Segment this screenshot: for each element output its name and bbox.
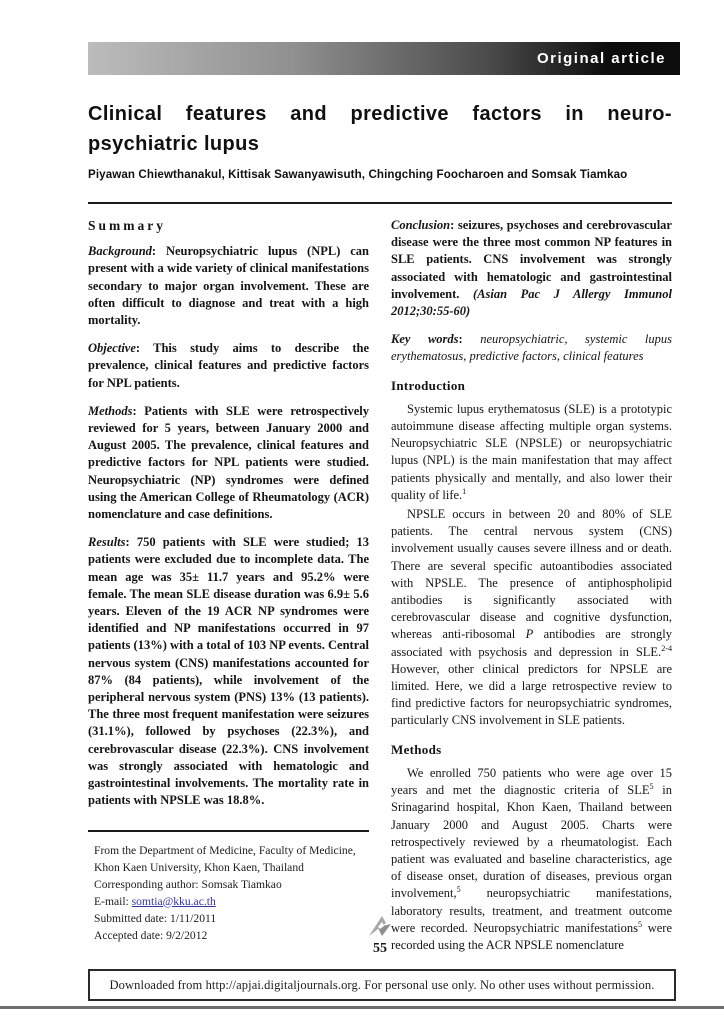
article-title	[88, 99, 672, 159]
affiliation-text: From the Department of Medicine, Faculty of Medicine, Khon Kaen University, Khon Kaen, Thailand	[94, 843, 356, 874]
right-column	[391, 217, 672, 965]
summary-methods-paragraph: Methods: Patients with SLE were retrospectively reviewed for 5 years, between January 2000 and August 2005. The prevalence, clinical features and predictive factors for NPL patients were studied. Neuropsychiatric (NP) syndromes were defined using the American College of Rheumatology (ACR) nomenclature and case definitions.	[88, 403, 369, 522]
introduction-paragraph-2: NPSLE occurs in between 20 and 80% of SLE patients. The central nervous system (CNS) involvement usually causes severe illness and or death. There are several specific autoantibodies associated with NPSLE. The presence of antiphospholipid antibodies is significantly associated with cerebrovascular disease and cognitive dysfunction, whereas anti-ribosomal P antibodies are strongly associated with psychosis and depression in SLE.$^{2-4}$ However, other clinical predictors for NPSLE are limited. Here, we did a large retrospective review to find predictive factors for neuropsychiatric syndromes, particularly CNS involvement in SLE patients.	[391, 507, 672, 728]
left-column	[88, 217, 369, 965]
summary-results-paragraph: Results: 750 patients with SLE were studied; 13 patients were excluded due to incomplete data. The mean age was 35± 11.7 years and 95.2% were female. The mean SLE disease duration was 6.9± 5.6 years. Eleven of the 19 ACR NP syndromes were identified and NP manifestations occurred in 97 patients (13%) with a total of 103 NP events. Central nervous system (CNS) manifestations accounted for 87% (84 patients), while involvement of the peripheral nervous system (PNS) 13% (13 patients). The three most frequent manifestation were seizures (31.1%), followed by psychoses (22.3%), and cerebrovascular disease (22.3%). CNS involvement was strongly associated with hematologic and gastrointestinal involvements. The mortality rate in patients with NPSLE was 18.8%.	[88, 535, 369, 808]
keywords-paragraph: Key words: neuropsychiatric, systemic lupus erythematosus, predictive factors, clinical features	[391, 332, 672, 364]
page-number: 55	[373, 941, 387, 956]
header-gradient-bar	[88, 42, 680, 75]
methods-paragraph-1: We enrolled 750 patients who were age over 15 years and met the diagnostic criteria of SLE$^5$ in Srinagarind hospital, Khon Kaen, Thailand between January 2000 and August 2005. Charts were retrospectively reviewed by a rheumatologist. Each patient was evaluated and baseline characteristics, age of disease onset, duration of diseases, previous organ involvement,$^5$ neuropsychiatric manifestations, laboratory results, treatment, and treatment outcome were recorded. Neuropsychiatric manifestations$^5$ were recorded using the ACR NPSLE nomenclature	[391, 765, 672, 952]
summary-background-paragraph: Background: Neuropsychiatric lupus (NPL) can present with a wide variety of clinical manifestations secondary to major organ involvement. These are often difficult to diagnose and treat with a high mortality.	[88, 244, 369, 328]
introduction-paragraph-1: Systemic lupus erythematosus (SLE) is a prototypic autoimmune disease affecting multiple organ systems. Neuropsychiatric SLE (NPSLE) or neuropsychiatric lupus (NPL) is the main manifestation that may affect patients physically and mentally, and also lower their quality of life.$^1$	[391, 401, 672, 502]
author-list: Piyawan Chiewthanakul, Kittisak Sawanyawisuth, Chingching Foocharoen and Somsak Tiamkao	[88, 168, 628, 181]
header-divider-rule	[88, 202, 672, 204]
article-title-line1: Clinical features and predictive factors in neuro-	[88, 103, 672, 125]
summary-objective-paragraph: Objective: This study aims to describe the prevalence, clinical features and predictive factors for NPL patients.	[88, 341, 369, 390]
page-bottom-edge	[0, 1006, 724, 1009]
article-title-line2: psychiatric lupus	[88, 133, 260, 155]
email-label: E-mail:	[94, 894, 132, 908]
conclusion-paragraph: Conclusion: seizures, psychoses and cerebrovascular disease were the three most common NP features in SLE patients. CNS involvement was strongly associated with hematologic and gastrointestinal involvement. (Asian Pac J Allergy Immunol 2012;30:55-60)	[391, 218, 672, 319]
submitted-date-text: Submitted date: 1/11/2011	[94, 911, 217, 925]
methods-heading: Methods	[391, 741, 442, 757]
corresponding-author-text: Corresponding author: Somsak Tiamkao	[94, 877, 282, 891]
article-type-badge: Original article	[536, 50, 666, 67]
email-link[interactable]: somtia@kku.ac.th	[131, 894, 216, 908]
journal-logo-icon	[88, 915, 672, 942]
introduction-heading: Introduction	[391, 377, 466, 393]
email-line	[94, 893, 367, 910]
download-notice-text: Downloaded from http://apjai.digitaljournals.org. For personal use only. No other uses without permission.	[109, 977, 655, 992]
article-body	[88, 217, 672, 965]
accepted-date-text: Accepted date: 9/2/2012	[94, 928, 208, 942]
summary-heading: Summary	[88, 218, 166, 233]
download-notice-box	[88, 969, 676, 1001]
